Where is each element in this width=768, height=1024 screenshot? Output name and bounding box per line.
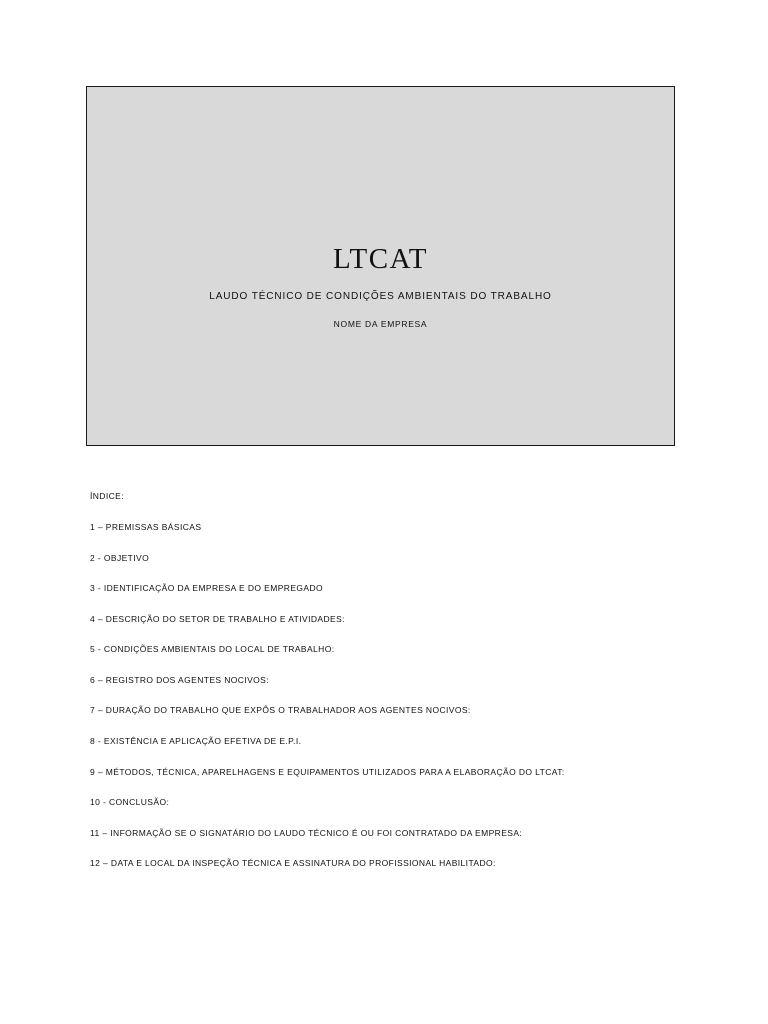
- index-item-7: 7 – DURAÇÃO DO TRABALHO QUE EXPÔS O TRABALHADOR AOS AGENTES NOCIVOS:: [90, 705, 471, 715]
- document-title: LTCAT: [332, 243, 429, 275]
- index-item-12: 12 – DATA E LOCAL DA INSPEÇÃO TÉCNICA E ASSINATURA DO PROFISSIONAL HABILITADO:: [90, 858, 496, 868]
- index-item-6: 6 – REGISTRO DOS AGENTES NOCIVOS:: [90, 675, 269, 685]
- index-heading: ÍNDICE:: [90, 491, 124, 501]
- company-name: NOME DA EMPRESA: [333, 319, 428, 329]
- index-item-11: 11 – INFORMAÇÃO SE O SIGNATÁRIO DO LAUDO TÉCNICO É OU FOI CONTRATADO DA EMPRESA:: [90, 828, 523, 838]
- index-item-3: 3 - IDENTIFICAÇÃO DA EMPRESA E DO EMPREGADO: [90, 583, 324, 593]
- index-item-5: 5 - CONDIÇÕES AMBIENTAIS DO LOCAL DE TRABALHO:: [90, 644, 335, 654]
- cover-box: [86, 86, 675, 446]
- document-subtitle: LAUDO TÉCNICO DE CONDIÇÕES AMBIENTAIS DO TRABALHO: [209, 291, 552, 302]
- index-item-10: 10 - CONCLUSÃO:: [90, 797, 170, 807]
- index-item-9: 9 – MÉTODOS, TÉCNICA, APARELHAGENS E EQUIPAMENTOS UTILIZADOS PARA A ELABORAÇÃO DO LTCAT:: [90, 767, 565, 777]
- index-item-2: 2 - OBJETIVO: [90, 553, 150, 563]
- index-item-4: 4 – DESCRIÇÃO DO SETOR DE TRABALHO E ATIVIDADES:: [90, 614, 345, 624]
- index-item-1: 1 – PREMISSAS BÁSICAS: [90, 522, 202, 532]
- index-item-8: 8 - EXISTÊNCIA E APLICAÇÃO EFETIVA DE E.P.I.: [90, 736, 302, 746]
